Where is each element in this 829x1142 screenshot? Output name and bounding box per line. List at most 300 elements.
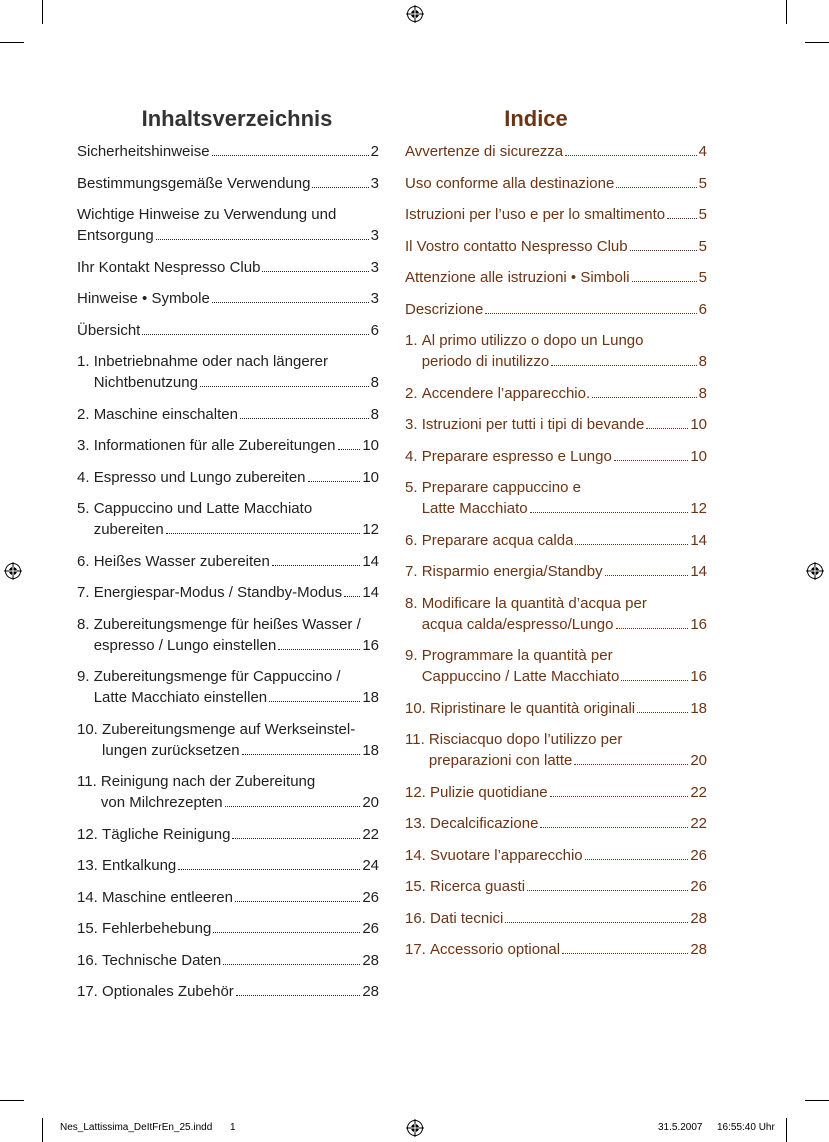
toc-entry-leader-dots [212, 302, 369, 303]
toc-entry-leader-dots [632, 281, 697, 282]
toc-entry-lastline [77, 173, 379, 194]
toc-entry-number: 13. [77, 857, 98, 874]
toc-entry-body [405, 236, 707, 257]
toc-entry-leader-dots [272, 565, 360, 566]
toc-entry-body [422, 383, 707, 404]
toc-entry-number: 14. [405, 846, 426, 864]
toc-entry-page: 8 [370, 405, 379, 423]
toc-entry-row [405, 782, 707, 803]
toc-entry-lastline [94, 435, 379, 456]
registration-mark-icon [406, 5, 424, 23]
toc-entry-row [77, 950, 379, 971]
footer-filename: Nes_Lattissima_DeItFrEn_25.indd [60, 1122, 213, 1133]
toc-entry-body [102, 824, 379, 845]
toc-entry-page: 18 [362, 689, 379, 706]
footer-date: 31.5.2007 [658, 1122, 703, 1133]
toc-entry-body [101, 771, 379, 813]
toc-entry-lastline [422, 561, 707, 582]
toc-entry [405, 939, 707, 960]
toc-entry-body [94, 551, 379, 572]
toc-entry-text: Svuotare l’apparecchio [430, 846, 583, 864]
toc-entry-number: 16. [77, 951, 98, 969]
toc-entry-page: 8 [698, 353, 707, 370]
toc-entry-lastline [430, 698, 707, 719]
toc-entry-lastline [94, 635, 379, 656]
toc-entry-row [405, 299, 707, 320]
toc-entry-row [77, 771, 379, 813]
toc-entry-page: 18 [690, 699, 707, 717]
crop-mark [0, 42, 24, 43]
registration-mark-icon [806, 562, 824, 580]
toc-entry-row [77, 467, 379, 488]
toc-entry-page: 16 [362, 636, 379, 654]
toc-entry-lastline [102, 740, 379, 761]
toc-entry-leader-dots [240, 418, 369, 419]
toc-entry-lastline [94, 582, 379, 603]
toc-entry [77, 498, 379, 540]
toc-entry-lastline [405, 299, 707, 320]
toc-entry-text: lungen zurücksetzen [102, 741, 240, 759]
toc-entry-leader-dots [550, 796, 689, 797]
toc-entry-number: 11. [77, 773, 97, 790]
toc-entry [405, 383, 707, 404]
toc-entry-text: Istruzioni per l’uso e per lo smaltimento [405, 206, 666, 223]
toc-entry-text: Accendere l’apparecchio. [421, 384, 591, 402]
toc-entry-number: 6. [77, 552, 90, 570]
toc-entry-leader-dots [505, 922, 688, 923]
italian-toc-column [405, 100, 707, 971]
toc-entry [405, 729, 707, 771]
toc-entry-row [405, 561, 707, 582]
toc-entry-number: 8. [405, 594, 418, 612]
toc-entry-row [77, 551, 379, 572]
toc-entry-page: 5 [698, 206, 707, 223]
toc-entry-row [77, 582, 379, 603]
toc-entry-page: 3 [370, 174, 379, 192]
toc-entry-row [77, 981, 379, 1002]
toc-entry-leader-dots [312, 187, 368, 188]
toc-entry-leader-dots [200, 386, 369, 387]
toc-entry [77, 824, 379, 845]
toc-entry-row [77, 288, 379, 309]
toc-entry-leader-dots [621, 680, 688, 681]
toc-entry-body [405, 299, 707, 320]
toc-entry [77, 719, 379, 761]
toc-entry-page: 8 [698, 384, 707, 402]
toc-entry-text: Accessorio optional [430, 941, 561, 958]
toc-entry [405, 561, 707, 582]
toc-entry-lastline [94, 687, 379, 708]
toc-entry-lastline [102, 887, 379, 908]
toc-entry-body [77, 141, 379, 162]
toc-entry-lastline [94, 372, 379, 393]
toc-entry-leader-dots [232, 838, 360, 839]
toc-entry-text: Istruzioni per tutti i tipi di bevande [421, 416, 645, 433]
toc-entry-leader-dots [308, 481, 361, 482]
toc-entry [77, 351, 379, 393]
toc-entry-body [77, 320, 379, 341]
toc-entry-leader-dots [614, 460, 689, 461]
toc-entry-number: 7. [405, 563, 418, 580]
toc-entry-lastline [94, 551, 379, 572]
toc-entry-number: 6. [405, 531, 418, 549]
toc-entry-row [405, 414, 707, 435]
toc-entry-lastline [405, 267, 707, 288]
toc-entry-page: 3 [370, 227, 379, 244]
toc-entry [405, 330, 707, 372]
toc-entry-lastline [422, 614, 707, 635]
toc-entry-lastline [77, 257, 379, 278]
toc-entry [77, 551, 379, 572]
toc-entry-body [422, 414, 707, 435]
toc-entry [405, 698, 707, 719]
toc-entry-lastline [77, 141, 379, 162]
toc-entry-lastline [405, 236, 707, 257]
toc-entry-text: periodo di inutilizzo [421, 353, 550, 370]
toc-entry-body [405, 267, 707, 288]
toc-entry-page: 26 [362, 920, 379, 937]
toc-entry [405, 908, 707, 929]
toc-entry-lastline [102, 855, 379, 876]
toc-entry-text-line1: Programmare la quantità per [421, 647, 613, 664]
toc-entry-leader-dots [338, 449, 361, 450]
toc-entry-number: 10. [405, 699, 426, 717]
toc-entry [405, 204, 707, 225]
toc-entry-row [77, 141, 379, 162]
toc-entry-row [77, 257, 379, 278]
toc-entry-text: Il Vostro contatto Nespresso Club [405, 237, 628, 255]
toc-entry-text: Nichtbenutzung [93, 374, 198, 391]
toc-entry-leader-dots [242, 754, 361, 755]
toc-entry-leader-dots [575, 544, 688, 545]
toc-entry-row [77, 855, 379, 876]
crop-mark [805, 42, 829, 43]
toc-entry-body [429, 729, 707, 771]
toc-entry [405, 267, 707, 288]
toc-entry-number: 9. [405, 647, 418, 664]
toc-entry [77, 204, 379, 246]
toc-entry-number: 14. [77, 888, 98, 906]
toc-entry-leader-dots [616, 187, 696, 188]
toc-entry-number: 5. [405, 479, 418, 496]
toc-entry [77, 666, 379, 708]
toc-entry-body [77, 173, 379, 194]
toc-entry-row [77, 824, 379, 845]
german-toc-list [77, 141, 379, 1002]
toc-entry-page: 14 [362, 552, 379, 570]
toc-entry-body [430, 782, 707, 803]
toc-entry [405, 530, 707, 551]
toc-entry-body [94, 582, 379, 603]
toc-entry-text: Energiespar-Modus / Standby-Modus [93, 584, 343, 601]
toc-entry-row [405, 813, 707, 834]
toc-entry-lastline [422, 414, 707, 435]
toc-entry-row [405, 908, 707, 929]
toc-entry-number: 1. [77, 353, 90, 370]
toc-entry-text: Preparare espresso e Lungo [421, 447, 612, 465]
toc-entry-page: 28 [690, 909, 707, 927]
toc-entry-page: 26 [690, 846, 707, 864]
toc-entry-leader-dots [156, 239, 369, 240]
toc-entry [77, 404, 379, 425]
toc-entry-row [405, 729, 707, 771]
toc-entry [77, 855, 379, 876]
toc-entry-page: 26 [362, 888, 379, 906]
toc-entry-text: Dati tecnici [430, 909, 504, 927]
toc-entry-body [77, 204, 379, 246]
toc-entry [77, 614, 379, 656]
toc-entry-lastline [405, 141, 707, 162]
toc-entry-body [94, 404, 379, 425]
toc-entry-row [405, 267, 707, 288]
toc-entry-leader-dots [540, 827, 688, 828]
toc-entry-body [430, 698, 707, 719]
toc-entry-row [405, 204, 707, 225]
toc-entry-leader-dots [235, 901, 360, 902]
toc-entry-text: Ihr Kontakt Nespresso Club [77, 258, 261, 276]
footer-page-number: 1 [230, 1122, 236, 1133]
toc-entry-body [94, 614, 379, 656]
toc-entry [77, 173, 379, 194]
toc-entry-page: 16 [690, 668, 707, 685]
toc-entry-body [430, 845, 707, 866]
toc-entry-number: 8. [77, 615, 90, 633]
toc-entry [405, 645, 707, 687]
toc-entry [77, 918, 379, 939]
toc-entry-page: 10 [362, 468, 379, 486]
toc-entry-lastline [429, 750, 707, 771]
toc-entry-lastline [101, 792, 379, 813]
toc-entry-lastline [102, 950, 379, 971]
toc-entry-leader-dots [527, 890, 688, 891]
toc-entry-body [94, 351, 379, 393]
toc-entry-text: Fehlerbehebung [102, 920, 212, 937]
toc-entry [77, 320, 379, 341]
toc-entry-page: 6 [698, 300, 707, 318]
toc-entry-page: 3 [370, 258, 379, 276]
toc-entry-page: 2 [370, 143, 379, 160]
toc-entry [405, 299, 707, 320]
toc-entry-lastline [102, 824, 379, 845]
toc-entry [405, 845, 707, 866]
toc-entry-body [430, 813, 707, 834]
toc-entry-text: Entkalkung [102, 857, 177, 874]
toc-entry-leader-dots [485, 313, 696, 314]
toc-entry-number: 4. [77, 468, 90, 486]
toc-entry-page: 20 [362, 794, 379, 811]
toc-entry-lastline [405, 173, 707, 194]
toc-entry-text: von Milchrezepten [100, 794, 223, 811]
toc-entry-leader-dots [178, 869, 360, 870]
toc-entry-lastline [422, 383, 707, 404]
toc-entry [405, 876, 707, 897]
footer-time: 16:55:40 Uhr [717, 1122, 775, 1133]
toc-entry-number: 13. [405, 815, 426, 832]
toc-entry-leader-dots [562, 953, 688, 954]
italian-toc-title: Indice [504, 106, 568, 131]
toc-entry [77, 257, 379, 278]
registration-mark-icon [406, 1119, 424, 1137]
toc-entry-text-line1: Zubereitungsmenge für Cappuccino / [93, 668, 341, 685]
toc-entry-lastline [102, 981, 379, 1002]
toc-entry-leader-dots [630, 250, 697, 251]
toc-entry-text: Espresso und Lungo zubereiten [93, 468, 306, 486]
toc-entry-text-line1: Inbetriebnahme oder nach längerer [93, 353, 329, 370]
toc-entry [77, 981, 379, 1002]
toc-entry-lastline [430, 782, 707, 803]
toc-entry-page: 28 [362, 951, 379, 969]
toc-entry [77, 582, 379, 603]
toc-entry-row [405, 383, 707, 404]
toc-entry-text-line1: Wichtige Hinweise zu Verwendung und [77, 206, 337, 223]
toc-entry-body [102, 855, 379, 876]
toc-entry [405, 446, 707, 467]
toc-entry-row [405, 645, 707, 687]
toc-entry-body [77, 257, 379, 278]
toc-entry-page: 14 [690, 563, 707, 580]
toc-entry-page: 14 [690, 531, 707, 549]
toc-entry-number: 12. [77, 825, 98, 843]
toc-entry-page: 26 [690, 878, 707, 895]
toc-entry-page: 22 [362, 825, 379, 843]
toc-entry-text: Hinweise • Symbole [77, 290, 210, 307]
toc-entry-number: 3. [405, 416, 418, 433]
toc-entry-row [405, 593, 707, 635]
toc-entry-body [430, 908, 707, 929]
toc-entry-page: 4 [698, 143, 707, 160]
toc-entry-page: 28 [690, 941, 707, 958]
toc-entry-number: 15. [77, 920, 98, 937]
toc-entry-body [77, 288, 379, 309]
toc-entry-row [405, 330, 707, 372]
toc-entry-number: 1. [405, 332, 418, 349]
italian-toc-list [405, 141, 707, 960]
toc-entry-page: 22 [690, 815, 707, 832]
toc-entry-text-line1: Zubereitungsmenge für heißes Wasser / [93, 615, 361, 633]
toc-entry-leader-dots [646, 428, 688, 429]
registration-mark-icon [4, 562, 22, 580]
toc-entry [405, 813, 707, 834]
toc-entry-page: 18 [362, 741, 379, 759]
toc-entry-lastline [422, 498, 707, 519]
toc-entry-text: Optionales Zubehör [102, 983, 234, 1000]
toc-entry [77, 950, 379, 971]
toc-entry-row [77, 614, 379, 656]
toc-entry-lastline [94, 467, 379, 488]
toc-entry-lastline [94, 404, 379, 425]
toc-entry-text-line1: Al primo utilizzo o dopo un Lungo [421, 332, 644, 349]
toc-entry-leader-dots [213, 932, 360, 933]
toc-entry-text: Avvertenze di sicurezza [405, 143, 564, 160]
toc-entry-lastline [430, 813, 707, 834]
toc-entry-text: Latte Macchiato [421, 500, 528, 517]
toc-entry-body [94, 435, 379, 456]
toc-entry-body [422, 561, 707, 582]
toc-entry-leader-dots [565, 155, 697, 156]
toc-entry-page: 16 [690, 615, 707, 633]
toc-entry-lastline [405, 204, 707, 225]
toc-entry-text: Decalcificazione [430, 815, 539, 832]
toc-entry-page: 5 [698, 174, 707, 192]
toc-entry [77, 771, 379, 813]
toc-entry [77, 887, 379, 908]
toc-entry-number: 11. [405, 731, 425, 748]
toc-entry-body [430, 939, 707, 960]
toc-entry-text: Sicherheitshinweise [77, 143, 210, 160]
toc-entry-lastline [430, 939, 707, 960]
toc-entry-body [405, 173, 707, 194]
toc-entry-lastline [422, 351, 707, 372]
toc-entry-text: acqua calda/espresso/Lungo [421, 615, 614, 633]
toc-entry-page: 8 [370, 374, 379, 391]
toc-entry [405, 141, 707, 162]
toc-entry-number: 10. [77, 720, 98, 738]
toc-entry-row [405, 876, 707, 897]
crop-mark [786, 0, 787, 24]
toc-entry-number: 2. [77, 405, 90, 423]
toc-entry-row [77, 498, 379, 540]
toc-entry-text-line1: Risciacquo dopo l’utilizzo per [428, 731, 623, 748]
toc-entry [77, 467, 379, 488]
toc-entry-leader-dots [637, 712, 688, 713]
toc-entry-page: 22 [690, 783, 707, 801]
toc-entry-body [102, 918, 379, 939]
toc-entry-text: Technische Daten [102, 951, 222, 969]
toc-entry-body [422, 530, 707, 551]
toc-entry-number: 7. [77, 584, 90, 601]
toc-entry-text: Entsorgung [77, 227, 154, 244]
toc-entry-leader-dots [530, 512, 689, 513]
toc-entry-body [94, 666, 379, 708]
toc-entry [405, 414, 707, 435]
toc-entry-text: Attenzione alle istruzioni • Simboli [405, 269, 630, 286]
toc-entry-leader-dots [166, 533, 361, 534]
toc-entry-lastline [77, 320, 379, 341]
toc-entry-page: 3 [370, 290, 379, 307]
toc-entry-row [77, 351, 379, 393]
toc-entry [405, 782, 707, 803]
toc-entry-lastline [102, 918, 379, 939]
toc-entry-page: 5 [698, 269, 707, 286]
toc-entry-body [422, 645, 707, 687]
toc-entry-number: 15. [405, 878, 426, 895]
toc-entry-row [77, 173, 379, 194]
toc-entry-row [405, 446, 707, 467]
toc-entry-page: 24 [362, 857, 379, 874]
crop-mark [805, 1100, 829, 1101]
toc-entry-text: Bestimmungsgemäße Verwendung [77, 174, 311, 192]
toc-entry-leader-dots [574, 764, 688, 765]
toc-entry-text: Cappuccino / Latte Macchiato [421, 668, 620, 685]
toc-entry-leader-dots [142, 334, 368, 335]
toc-entry-text-line1: Reinigung nach der Zubereitung [100, 773, 316, 790]
toc-entry-row [77, 204, 379, 246]
toc-entry-row [405, 939, 707, 960]
toc-entry-text: Pulizie quotidiane [430, 783, 548, 801]
toc-entry-body [405, 141, 707, 162]
german-toc-title: Inhaltsverzeichnis [141, 106, 333, 131]
crop-mark [42, 1118, 43, 1142]
toc-entry-text-line1: Zubereitungsmenge auf Werkseinstel- [102, 720, 356, 738]
toc-entry [405, 173, 707, 194]
toc-entry-lastline [422, 666, 707, 687]
toc-entry-leader-dots [278, 649, 360, 650]
toc-entry-row [405, 173, 707, 194]
toc-entry-page: 20 [690, 752, 707, 769]
toc-entry-text-line1: Cappuccino und Latte Macchiato [93, 500, 313, 517]
toc-entry-row [77, 887, 379, 908]
toc-entry-page: 10 [690, 447, 707, 465]
